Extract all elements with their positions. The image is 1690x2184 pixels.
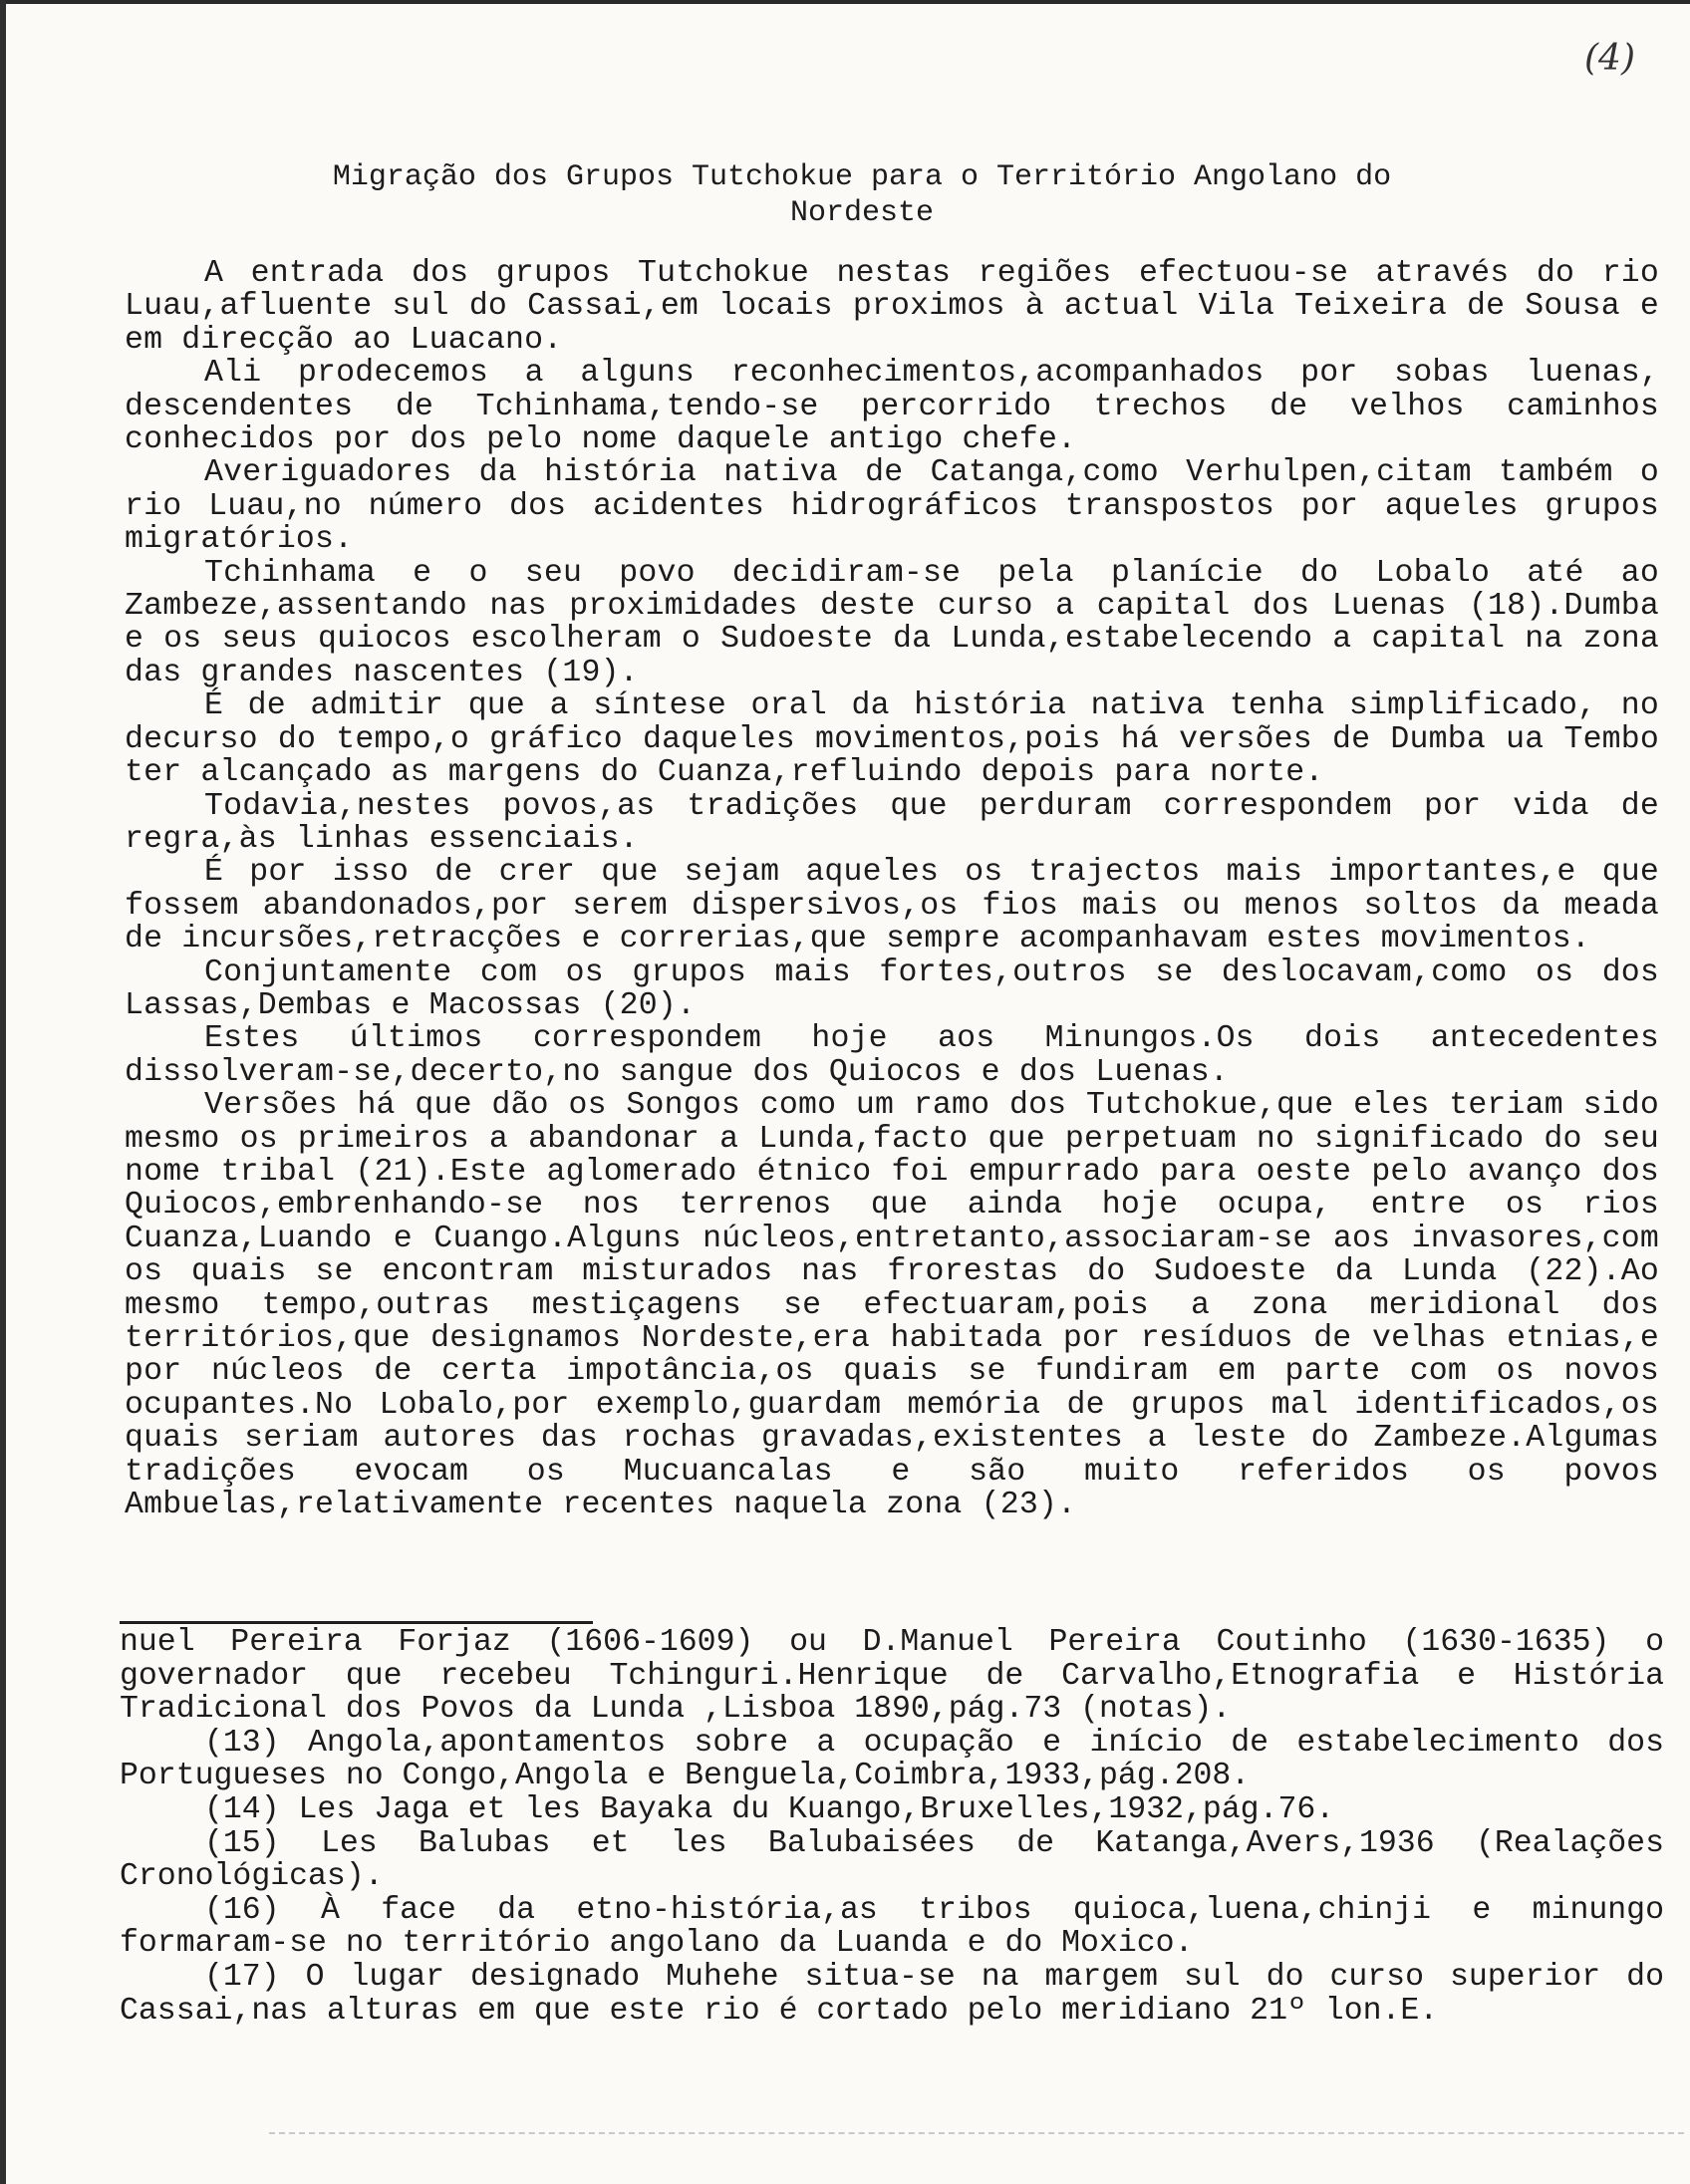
paragraph: Estes últimos correspondem hoje aos Minungos.Os dois antecedentes dissolveram-se,decerto,no sangue dos Quiocos e dos Luenas. <box>125 1021 1659 1090</box>
footnote: (17) O lugar designado Muhehe situa-se na margem sul do curso superior do Cassai,nas alturas em que este rio é cortado pelo meridiano 21º lon.E. <box>120 1959 1664 2029</box>
paragraph: É de admitir que a síntese oral da história nativa tenha simplificado, no decurso do tempo,o gráfico daqueles movimentos,pois há versões de Dumba ua Tembo ter alcançado as margens do Cuanza,refluindo depois para norte. <box>125 688 1659 791</box>
body-text <box>125 257 1659 1521</box>
title-line-1: Migração dos Grupos Tutchokue para o Território Angolano do <box>332 160 1392 194</box>
title-line-2: Nordeste <box>789 196 935 230</box>
page-number: (4) <box>1584 38 1635 79</box>
footnote-separator <box>120 1621 593 1624</box>
paragraph: Conjuntamente com os grupos mais fortes,outros se deslocavam,como os dos Lassas,Dembas e Macossas (20). <box>125 955 1659 1023</box>
paragraph: Averiguadores da história nativa de Catanga,como Verhulpen,citam também o rio Luau,no número dos acidentes hidrográficos transpostos por aqueles grupos migratórios. <box>125 455 1659 558</box>
footnote: (14) Les Jaga et les Bayaka du Kuango,Bruxelles,1932,pág.76. <box>204 1791 1335 1827</box>
document-title <box>120 159 1604 231</box>
scan-dashed-artifact <box>269 2132 1684 2136</box>
footnote: (16) À face da etno-história,as tribos quioca,luena,chinji e minungo formaram-se no território angolano da Luanda e do Moxico. <box>120 1892 1664 1962</box>
footnote: (13) Angola,apontamentos sobre a ocupação e início de estabelecimento dos Portugueses no Congo,Angola e Benguela,Coimbra,1933,pág.208. <box>120 1725 1664 1794</box>
footnote: (15) Les Balubas et les Balubaisées de Katanga,Avers,1936 (Realações Cronológicas). <box>120 1825 1664 1895</box>
paragraph: Ali prodecemos a alguns reconhecimentos,acompanhados por sobas luenas, descendentes de Tchinhama,tendo-se percorrido trechos de velhos caminhos conhecidos por dos pelo nome daquele antigo chefe. <box>125 356 1659 458</box>
scan-edge-left <box>0 0 6 2184</box>
paragraph: A entrada dos grupos Tutchokue nestas regiões efectuou-se através do rio Luau,afluente sul do Cassai,em locais proximos à actual Vila Teixeira de Sousa e em direcção ao Luacano. <box>125 256 1659 358</box>
scan-edge-top <box>0 0 1690 4</box>
paragraph: Versões há que dão os Songos como um ramo dos Tutchokue,que eles teriam sido mesmo os primeiros a abandonar a Lunda,facto que perpetuam no significado do seu nome tribal (21).Este aglomerado étnico foi empurrado para oeste pelo avanço dos Quiocos,embrenhando-se nos terrenos que ainda hoje ocupa, entre os rios Cuanza,Luando e Cuango.Alguns núcleos,entretanto,associaram-se aos invasores,com os quais se encontram misturados nas frorestas do Sudoeste da Lunda (22).Ao mesmo tempo,outras mestiçagens se efectuaram,pois a zona meridional dos territórios,que designamos Nordeste,era habitada por resíduos de velhas etnias,e por núcleos de certa impotância,os quais se fundiram em parte com os novos ocupantes.No Lobalo,por exemplo,guardam memória de grupos mal identificados,os quais seriam autores das rochas gravadas,existentes a leste do Zambeze.Algumas tradições evocam os Mucuancalas e são muito referidos os povos Ambuelas,relativamente recentes naquela zona (23). <box>125 1088 1659 1523</box>
paragraph: É por isso de crer que sejam aqueles os trajectos mais importantes,e que fossem abandonados,por serem dispersivos,os fios mais ou menos soltos da meada de incursões,retracções e correrias,que sempre acompanhavam estes movimentos. <box>125 855 1659 957</box>
paragraph: Todavia,nestes povos,as tradições que perduram correspondem por vida de regra,às linhas essenciais. <box>125 788 1659 857</box>
footnotes <box>120 1626 1664 2028</box>
footnote-continuation: nuel Pereira Forjaz (1606-1609) ou D.Manuel Pereira Coutinho (1630-1635) o governador que recebeu Tchinguri.Henrique de Carvalho,Etnografia e História Tradicional dos Povos da Lunda ,Lisboa 1890,pág.73 (notas). <box>120 1625 1664 1728</box>
paragraph: Tchinhama e o seu povo decidiram-se pela planície do Lobalo até ao Zambeze,assentando nas proximidades deste curso a capital dos Luenas (18).Dumba e os seus quiocos escolheram o Sudoeste da Lunda,estabelecendo a capital na zona das grandes nascentes (19). <box>125 555 1659 690</box>
